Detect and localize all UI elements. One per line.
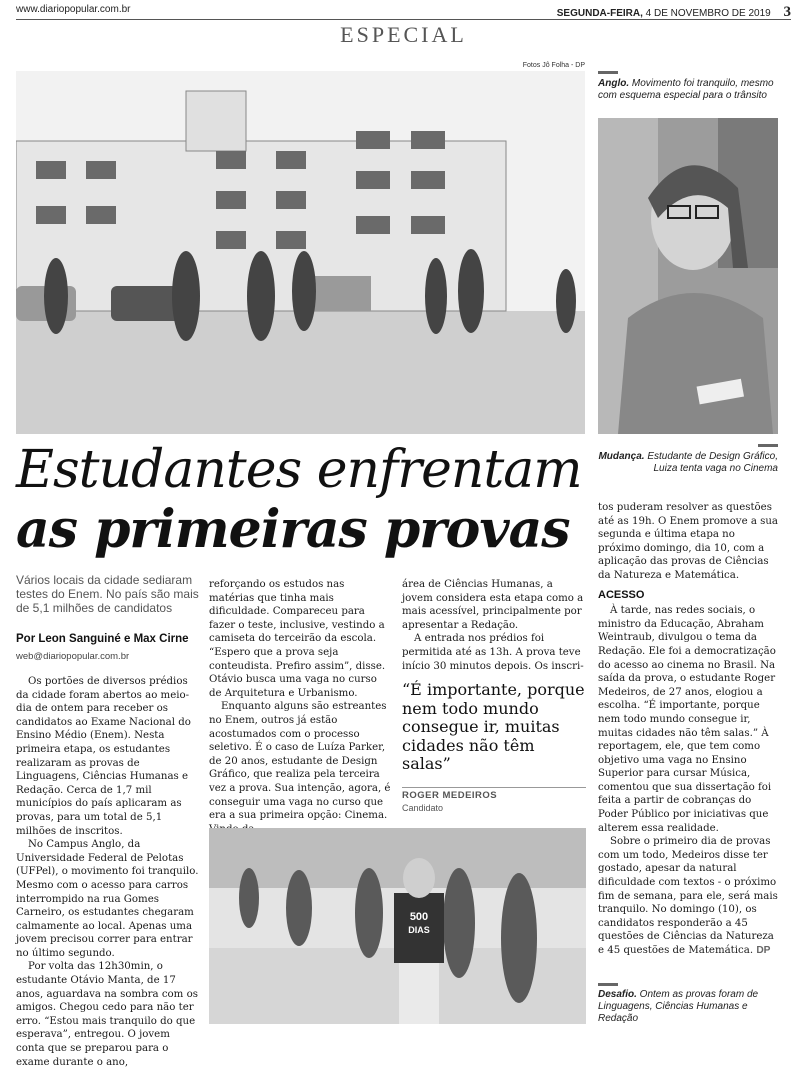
- article-column-4: [598, 501, 778, 958]
- section-title: ESPECIAL: [340, 22, 467, 47]
- shirt-text-number: 500: [409, 911, 429, 923]
- paragraph: A entrada nos prédios foi permitida até as 13h. A prova teve início 30 minutos depois. Os inscri-: [402, 633, 584, 672]
- pull-quote: “É importante, porque nem todo mundo consegue ir, muitas cidades não têm salas”: [402, 680, 585, 773]
- paragraph: No Campus Anglo, da Universidade Federal de Pelotas (UFPel), o movimento foi tranquilo. Mesmo com o acesso para carros interrompido na rua Gomes Carneiro, os estudantes chegaram calmamente ao local. Apenas uma jovem precisou correr para entrar no último segundo.: [16, 839, 199, 959]
- caption-anglo-text: Movimento foi tranquilo, mesmo com esquema especial para o trânsito: [598, 78, 774, 101]
- masthead-rule: [16, 19, 791, 20]
- caption-marker: [758, 444, 778, 447]
- quote-author-role: Candidato: [402, 803, 444, 813]
- caption-mudanca: [598, 451, 778, 475]
- paragraph: tos puderam resolver as questões até as 19h. O Enem promove a sua segunda e última etapa no próximo domingo, dia 10, com a aplicação das provas de Ciências da Natureza e Matemática.: [598, 502, 779, 581]
- article-column-1: [16, 675, 199, 1069]
- paragraph: reforçando os estudos nas matérias que tinha mais dificuldade. Compareceu para fazer o teste, inclusive, vestindo a camiseta do terceirão da escola. “Espero que a prova seja conteudista. Prefiro assim”, disse. Otávio busca uma vaga no curso de Arquitetura e Urbanismo.: [209, 579, 386, 699]
- headline-line-1: Estudantes enfrentam: [16, 440, 582, 500]
- caption-marker: [598, 983, 618, 986]
- issue-weekday: SEGUNDA-FEIRA,: [556, 8, 643, 19]
- quote-author: ROGER MEDEIROS: [402, 790, 498, 801]
- paragraph-text: Sobre o primeiro dia de provas com um todo, Medeiros disse ter gostado, apesar da natural dificuldade com textos - o próximo fim de semana, para ele, será mais tranquilo. No domingo (10), os candidatos responderão a 45 questões de Ciências da Natureza e 45 questões de Matemática.: [598, 836, 778, 956]
- byline: Por Leon Sanguiné e Max Cirne: [16, 633, 189, 645]
- caption-desafio-text: Ontem as provas foram de Linguagens, Ciências Humanas e Redação: [598, 989, 759, 1024]
- photo-students-walking: [209, 828, 586, 1024]
- article-column-3: [402, 578, 586, 673]
- paragraph: Os portões de diversos prédios da cidade foram abertos ao meio-dia de ontem para receber os candidatos ao Exame Nacional do Ensino Médio (Enem). Nesta primeira etapa, os estudantes realizaram as provas de Linguagens, Ciências Humanas e Redação. Cerca de 1,7 mil municípios do país aplicaram as provas, para um total de 5,1 milhões de inscritos.: [16, 676, 191, 837]
- shirt-text-label: DIAS: [408, 925, 430, 935]
- deck: Vários locais da cidade sediaram testes do Enem. No país são mais de 5,1 milhões de candidatos: [16, 573, 199, 615]
- caption-mudanca-lead: Mudança.: [598, 451, 645, 462]
- photo-luiza-parker: [598, 118, 778, 434]
- paragraph: área de Ciências Humanas, a jovem considera esta etapa como a mais acessível, principalmente por apresentar a Redação.: [402, 579, 584, 631]
- subhead-acesso: ACESSO: [598, 588, 645, 601]
- caption-marker: [598, 71, 618, 74]
- paragraph: [598, 835, 778, 957]
- paragraph: Por volta das 12h30min, o estudante Otávio Manta, de 17 anos, aguardava na sombra com os amigos. Chegou cedo para não ter erro. “Estou mais tranquilo do que esperava”, entregou. O jovem conta que se preparou para o exame durante o ano,: [16, 961, 198, 1068]
- caption-mudanca-text: Estudante de Design Gráfico, Luiza tenta vaga no Cinema: [644, 451, 778, 474]
- issue-date-text: 4 DE NOVEMBRO DE 2019: [645, 8, 771, 19]
- headline-line-2: as primeiras provas: [16, 499, 570, 560]
- quote-rule: [402, 787, 586, 788]
- site-url[interactable]: www.diariopopular.com.br: [16, 4, 131, 15]
- caption-anglo: [598, 78, 778, 102]
- paragraph: À tarde, nas redes sociais, o ministro da Educação, Abraham Weintraub, divulgou o tema da Redação. Ele foi a democratização do acesso ao cinema no Brasil. Na saída da prova, o estudante Roger Medeiros, de 27 anos, elogiou a escolha. “É importante, porque nem todo mundo consegue ir, muitas cidades não têm salas.” À reportagem, ele, que tem como objetivo uma vaga no Ensino Superior para cursar Música, comentou que sua dissertação foi feita a partir de cobranças do Poder Público por iniciativas que alterem essa realidade.: [598, 605, 776, 834]
- photo-credit: Fotos Jô Folha - DP: [522, 62, 585, 69]
- page-number: 3: [783, 4, 791, 20]
- caption-anglo-lead: Anglo.: [598, 78, 630, 89]
- paragraph: Enquanto alguns são estreantes no Enem, outros já estão acostumados com o processo seletivo. É o caso de Luíza Parker, de 20 anos, estudante de Design Gráfico, que realiza pela terceira vez a prova. Sua intenção, agora, é conseguir uma vaga no curso que era a sua primeira opção: Cinema.: [209, 701, 391, 822]
- caption-desafio: [598, 989, 768, 1025]
- caption-desafio-lead: Desafio.: [598, 989, 637, 1000]
- article-column-2: [209, 578, 392, 836]
- author-email[interactable]: web@diariopopular.com.br: [16, 651, 130, 662]
- end-mark: DP: [756, 945, 771, 956]
- main-photo-campus-anglo: [16, 71, 585, 434]
